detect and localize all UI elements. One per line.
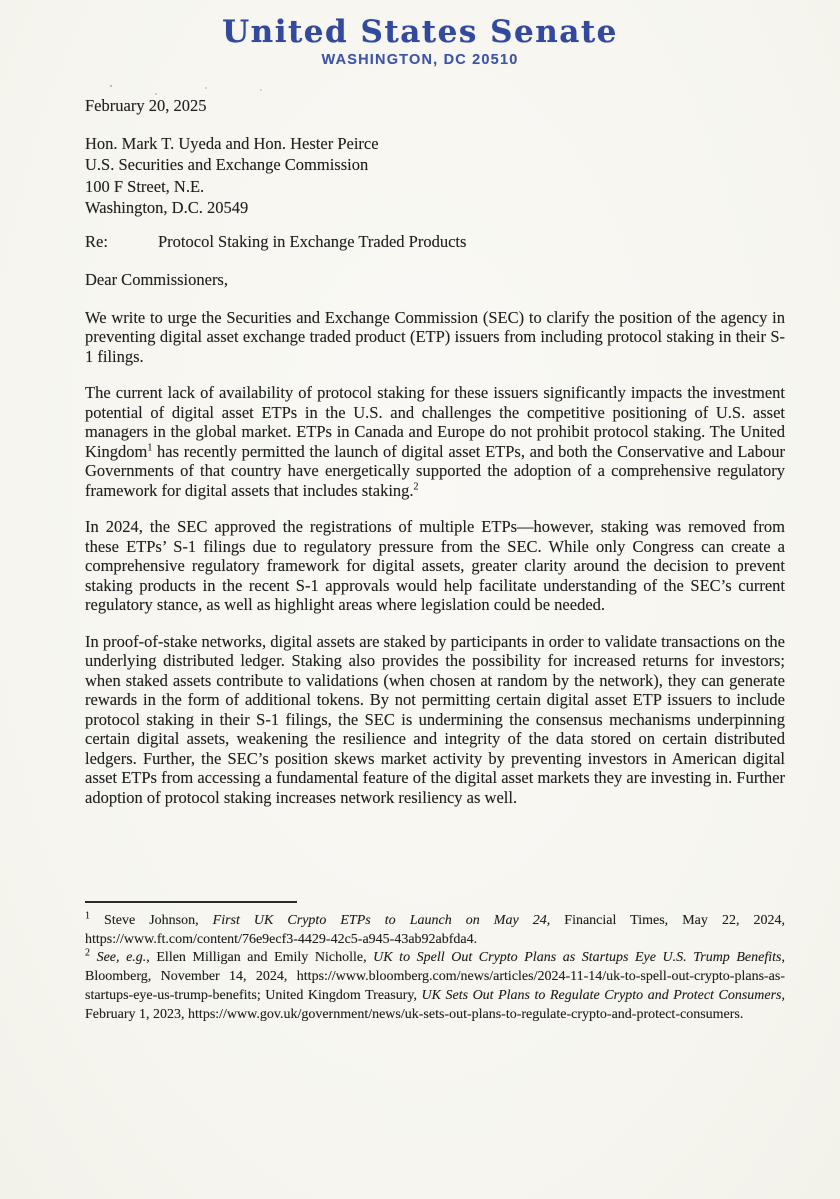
address-line: Hon. Mark T. Uyeda and Hon. Hester Peirce (85, 133, 379, 153)
address-line: U.S. Securities and Exchange Commission (85, 155, 369, 174)
body-paragraph: In 2024, the SEC approved the registrations of multiple ETPs—however, staking was removed from these ETPs’ S-1 filings due to regulatory pressure from the SEC. While only Congress can create a comprehensive regulatory framework for digital assets, greater clarity around the decision to prevent staking products in the recent S-1 approvals would help facilitate understanding of the SEC’s current regulatory stance, as well as highlight areas where legislation could be needed. (85, 517, 785, 614)
letter-body (85, 96, 785, 824)
body-paragraph: We write to urge the Securities and Exchange Commission (SEC) to clarify the position of the agency in preventing digital asset exchange traded product (ETP) issuers from including protocol staking in their S-1 filings. (85, 307, 785, 366)
letterhead-title: United States Senate (222, 14, 618, 50)
address-line: Washington, D.C. 20549 (85, 198, 249, 217)
body-paragraph: In proof-of-stake networks, digital assets are staked by participants in order to validate transactions on the underlying distributed ledger. Staking also provides the possibility for increased returns for investors; when staked assets contribute to validations (when chosen at random by the network), they can generate rewards in the form of additional tokens. By not permitting certain digital asset ETP issuers to include protocol staking in their S-1 filings, the SEC is undermining the consensus mechanisms underpinning certain digital assets, weakening the resilience and integrity of the data stored on certain distributed ledgers. Further, the SEC’s position skews market activity by preventing investors in American digital asset ETPs from accessing a fundamental feature of the digital asset markets they are investing in. Further adoption of protocol staking increases network resiliency as well. (85, 631, 785, 807)
letterhead-city-line: WASHINGTON, DC 20510 (321, 52, 519, 68)
footnote-divider (85, 901, 297, 903)
footnote: $^2$ See, e.g., Ellen Milligan and Emily Nicholle, UK to Spell Out Crypto Plans as Startups Eye U.S. Trump Benefits, Bloomberg, November 14, 2024, https://www.bloomberg.com/news/articles/2024-11-14/uk-to-spell-out-crypto-plans-as-startups-eye-us-trump-benefits; United Kingdom Treasury, UK Sets Out Plans to Regulate Crypto and Protect Consumers, February 1, 2023, https://www.gov.uk/government/news/uk-sets-out-plans-to-regulate-crypto-and-protect-consumers. (85, 947, 785, 1022)
footnotes-section (85, 901, 785, 1024)
subject-text: Protocol Staking in Exchange Traded Products (158, 231, 467, 251)
address-line: 100 F Street, N.E. (85, 176, 205, 196)
recipient-address (85, 133, 785, 219)
subject-label: Re: (85, 231, 108, 251)
subject-line (85, 232, 785, 252)
senate-letterhead (0, 14, 840, 68)
salutation: Dear Commissioners, (85, 270, 228, 289)
footnote: $^1$ Steve Johnson, First UK Crypto ETPs to Launch on May 24, Financial Times, May 22, 2024, https://www.ft.com/content/76e9ecf3-4429-42c5-a945-43ab92abfda4. (85, 910, 785, 947)
body-paragraph: The current lack of availability of protocol staking for these issuers significantly impacts the investment potential of digital asset ETPs in the U.S. and challenges the competitive positioning of U.S. asset managers in the global market. ETPs in Canada and Europe do not prohibit protocol staking. The United Kingdom$^1$ has recently permitted the launch of digital asset ETPs, and both the Conservative and Labour Governments of that country have energetically supported the adoption of a comprehensive regulatory framework for digital assets that includes staking.$^2$ (85, 383, 785, 500)
letter-date: February 20, 2025 (85, 96, 207, 115)
scan-speckle (110, 85, 112, 87)
